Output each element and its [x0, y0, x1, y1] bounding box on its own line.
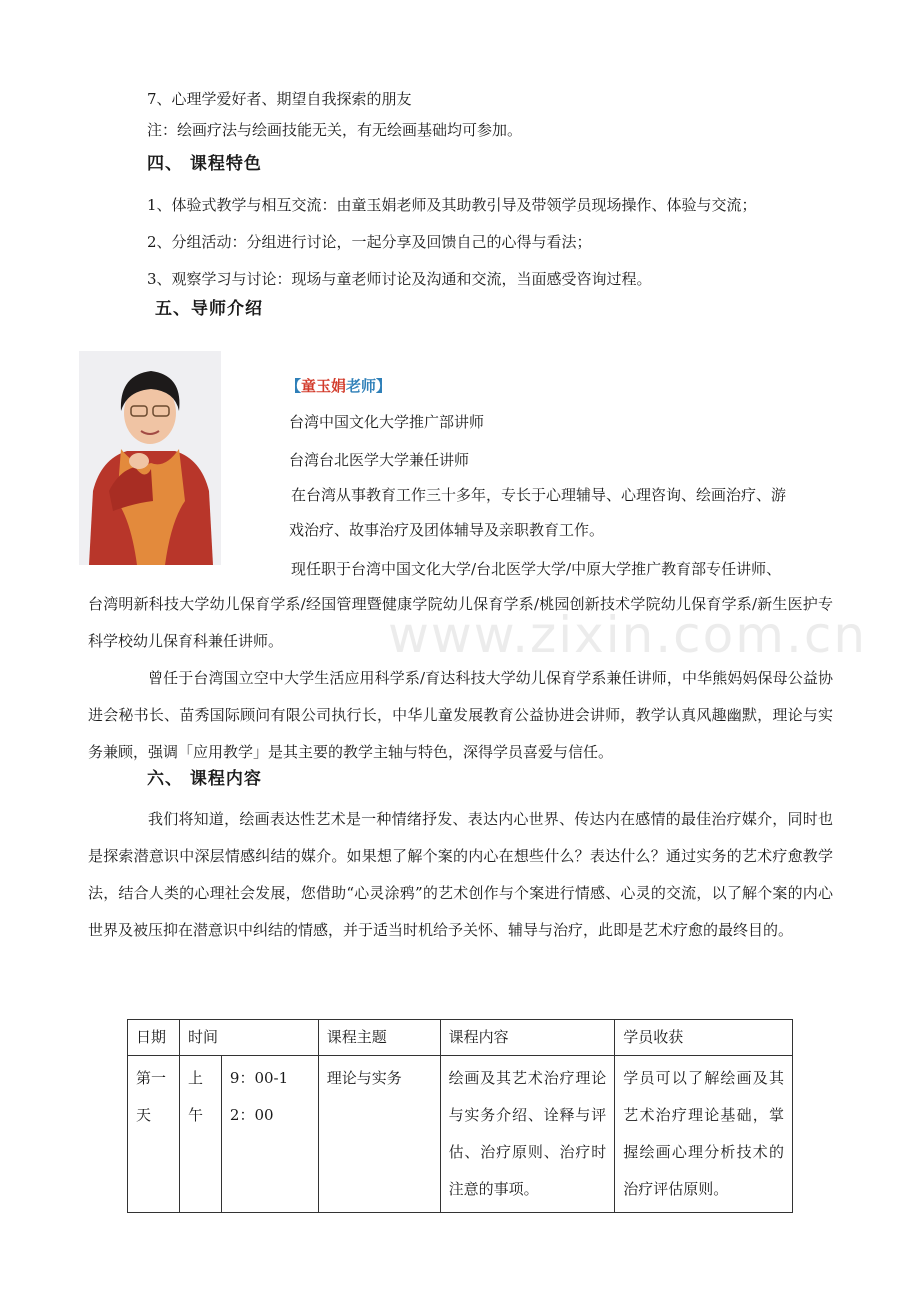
section-6-heading: 六、 课程内容	[147, 769, 262, 789]
header-topic: 课程主题	[318, 1020, 440, 1056]
cell-day: 第一天	[128, 1056, 180, 1213]
note-text: 注：绘画疗法与绘画技能无关，有无绘画基础均可参加。	[147, 121, 523, 139]
course-content-paragraph: 我们将知道，绘画表达性艺术是一种情绪抒发、表达内心世界、传达内在感情的最佳治疗媒介，同时也是探索潜意识中深层情感纠结的媒介。如果想了解个案的内心在想些什么？表达什么？通过实务的艺术疗愈教学法，结合人类的心理社会发展，您借助“心灵涂鸦”的艺术创作与个案进行情感、心灵的交流，以了解个案的内心世界及被压抑在潜意识中纠结的情感，并于适当时机给予关怀、辅导与治疗，此即是艺术疗愈的最终目的。	[88, 810, 833, 939]
teacher-photo	[79, 351, 221, 565]
watermark: www.zixin.com.cn	[388, 606, 868, 664]
teacher-portrait-image	[79, 351, 221, 565]
feature-item-3: 3、观察学习与讨论：现场与童老师讨论及沟通和交流，当面感受咨询过程。	[147, 270, 652, 288]
teacher-position-2: 台湾台北医学大学兼任讲师	[289, 451, 470, 469]
teacher-bio-line-2: 戏治疗、故事治疗及团体辅导及亲职教育工作。	[289, 521, 605, 539]
teacher-bio-line-1: 在台湾从事教育工作三十多年，专长于心理辅导、心理咨询、绘画治疗、游	[291, 486, 787, 504]
teacher-current-role-line-1: 现任职于台湾中国文化大学/台北医学大学/中原大学推广教育部专任讲师、	[291, 560, 782, 578]
bracket-close: 】	[376, 377, 392, 395]
cell-content: 绘画及其艺术治疗理论与实务介绍、诠释与评估、治疗原则、治疗时注意的事项。	[440, 1056, 615, 1213]
teacher-former-roles: 曾任于台湾国立空中大学生活应用科学系/育达科技大学幼儿保育学系兼任讲师，中华熊妈妈保母公益协进会秘书长、苗秀国际顾问有限公司执行长，中华儿童发展教育公益协进会讲师，教学认真风趣幽默，理论与实务兼顾，强调「应用教学」是其主要的教学主轴与特色，深得学员喜爱与信任。	[88, 669, 833, 761]
cell-topic: 理论与实务	[318, 1056, 440, 1213]
teacher-name: 童玉娟	[301, 377, 347, 395]
feature-item-1: 1、体验式教学与相互交流：由童玉娟老师及其助教引导及带领学员现场操作、体验与交流；	[147, 196, 757, 214]
header-content: 课程内容	[440, 1020, 615, 1056]
header-gain: 学员收获	[615, 1020, 793, 1056]
cell-period: 上午	[179, 1056, 221, 1213]
table-header-row	[128, 1020, 793, 1056]
header-date: 日期	[128, 1020, 180, 1056]
table-row	[128, 1056, 793, 1213]
cell-gain: 学员可以了解绘画及其艺术治疗理论基础，掌握绘画心理分析技术的治疗评估原则。	[615, 1056, 793, 1213]
section-4-heading: 四、 课程特色	[147, 154, 262, 174]
feature-item-2: 2、分组活动：分组进行讨论，一起分享及回馈自己的心得与看法；	[147, 233, 592, 251]
section-5-heading: 五、导师介绍	[155, 299, 263, 319]
audience-item-7: 7、心理学爱好者、期望自我探索的朋友	[147, 90, 412, 108]
teacher-title: 老师	[346, 377, 377, 395]
bracket-open: 【	[286, 377, 302, 395]
teacher-name-heading	[286, 372, 391, 400]
teacher-position-1: 台湾中国文化大学推广部讲师	[289, 413, 485, 431]
schedule-table	[127, 1019, 793, 1213]
header-time: 时间	[179, 1020, 318, 1056]
teacher-current-role-line-2: 台湾明新科技大学幼儿保育学系/经国管理暨健康学院幼儿保育学系/桃园创新技术学院幼儿保育学系/新生医护专科学校幼儿保育科兼任讲师。	[88, 595, 833, 650]
cell-time: 9：00-12：00	[221, 1056, 318, 1213]
